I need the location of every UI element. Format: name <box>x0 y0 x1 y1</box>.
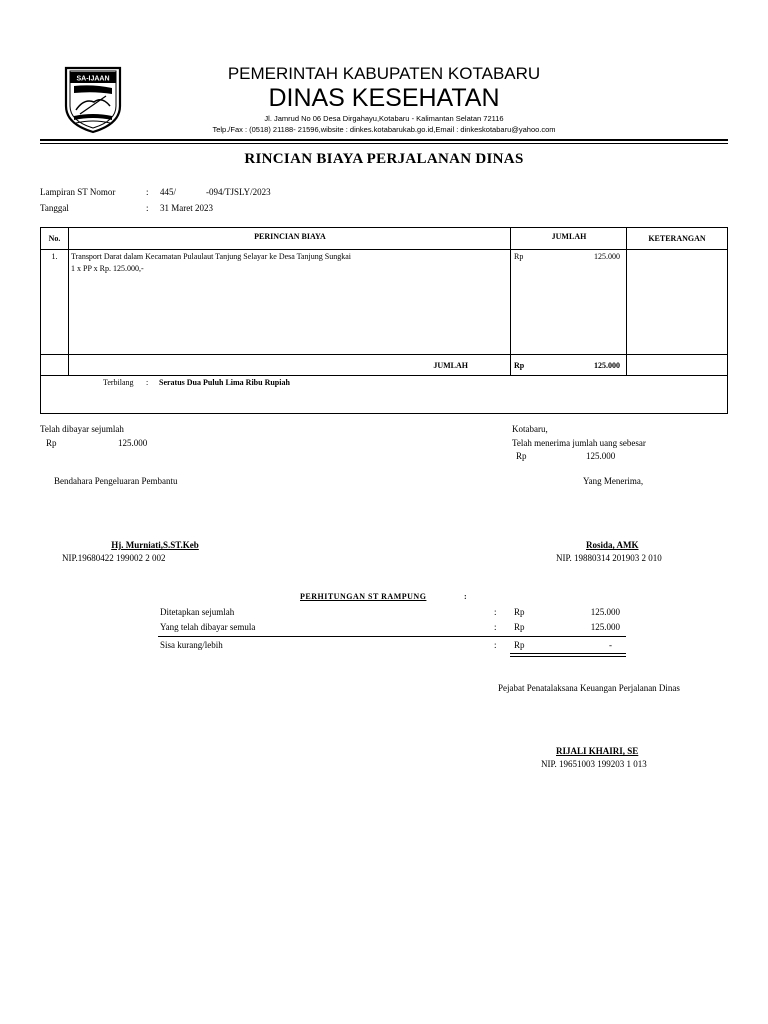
col-divider-no <box>68 227 69 375</box>
paid-amount: 125.000 <box>118 438 148 448</box>
lampiran-sep: : <box>146 187 149 197</box>
lampiran-code: -094/TJSLY/2023 <box>206 187 271 197</box>
rampung-amount-sisa: - <box>609 640 612 650</box>
official-nip: NIP. 19651003 199203 1 013 <box>541 759 647 769</box>
total-label: JUMLAH <box>433 361 468 370</box>
rampung-double-line-bottom <box>510 656 626 657</box>
letterhead-divider <box>40 139 728 141</box>
terbilang-label: Terbilang <box>103 378 134 387</box>
rampung-amount-dibayar: 125.000 <box>590 622 620 632</box>
treasurer-nip: NIP.19680422 199002 2 002 <box>62 553 166 563</box>
recipient-nip: NIP. 19880314 201903 2 010 <box>556 553 662 563</box>
table-total-divider <box>40 375 727 376</box>
header-perincian: PERINCIAN BIAYA <box>254 232 326 241</box>
rampung-sep-dibayar: : <box>494 622 497 632</box>
paid-currency: Rp <box>46 438 57 448</box>
document-title: RINCIAN BIAYA PERJALANAN DINAS <box>244 151 524 167</box>
treasurer-name: Hj. Murniati,S.ST.Keb <box>111 540 199 550</box>
receipt-currency: Rp <box>516 451 527 461</box>
rampung-heading: PERHITUNGAN ST RAMPUNG <box>300 592 427 601</box>
tanggal-value: 31 Maret 2023 <box>160 203 213 213</box>
row-currency: Rp <box>514 252 524 261</box>
agency-heading: DINAS KESEHATAN <box>268 84 500 112</box>
row-calculation: 1 x PP x Rp. 125.000,- <box>71 264 144 273</box>
terbilang-value: Seratus Dua Puluh Lima Ribu Rupiah <box>159 378 290 387</box>
agency-contact: Telp./Fax : (0518) 21188- 21596,wibsite : dinkes.kotabarukab.go.id,Email : dinkeskotabaru@yahoo.com <box>212 125 556 134</box>
letterhead-divider-thin <box>40 143 728 144</box>
rampung-sum-line <box>158 636 626 637</box>
rampung-currency-sisa: Rp <box>514 640 525 650</box>
header-no: No. <box>48 234 61 243</box>
rampung-label-sisa: Sisa kurang/lebih <box>160 640 223 650</box>
rampung-label-dibayar: Yang telah dibayar semula <box>160 622 256 632</box>
lampiran-number: 445/ <box>160 187 177 197</box>
rampung-double-line-top <box>510 653 626 654</box>
tanggal-sep: : <box>146 203 149 213</box>
col-divider-perincian <box>510 227 511 375</box>
svg-text:SA-IJAAN: SA-IJAAN <box>76 75 110 83</box>
terbilang-sep: : <box>146 378 149 387</box>
header-keterangan: KETERANGAN <box>648 234 706 243</box>
total-currency: Rp <box>514 361 525 370</box>
recipient-role: Yang Menerima, <box>583 476 644 486</box>
header-jumlah: JUMLAH <box>551 232 587 241</box>
official-role: Pejabat Penatalaksana Keuangan Perjalanan Dinas <box>498 683 680 693</box>
row-no: 1. <box>51 252 58 261</box>
col-divider-jumlah <box>626 227 627 375</box>
rampung-amount-ditetapkan: 125.000 <box>590 607 620 617</box>
rampung-heading-colon: : <box>464 592 467 601</box>
recipient-name: Rosida, AMK <box>586 540 639 550</box>
table-header-divider <box>40 249 727 250</box>
government-heading: PEMERINTAH KABUPATEN KOTABARU <box>227 64 541 83</box>
row-description: Transport Darat dalam Kecamatan Pulaulaut Tanjung Selayar ke Desa Tanjung Sungkai <box>71 252 351 261</box>
agency-address: Jl. Jamrud No 06 Desa Dirgahayu,Kotabaru - Kalimantan Selatan 72116 <box>264 114 504 123</box>
lampiran-label: Lampiran ST Nomor <box>40 187 116 197</box>
receipt-statement: Telah menerima jumlah uang sebesar <box>512 438 646 448</box>
total-amount: 125.000 <box>594 361 620 370</box>
paid-label: Telah dibayar sejumlah <box>40 424 124 434</box>
rampung-currency-ditetapkan: Rp <box>514 607 525 617</box>
rampung-sep-ditetapkan: : <box>494 607 497 617</box>
tanggal-label: Tanggal <box>40 203 69 213</box>
rampung-currency-dibayar: Rp <box>514 622 525 632</box>
receipt-city: Kotabaru, <box>512 424 548 434</box>
table-body-divider <box>40 354 727 355</box>
row-amount: 125.000 <box>594 252 620 261</box>
rampung-label-ditetapkan: Ditetapkan sejumlah <box>160 607 235 617</box>
treasurer-role: Bendahara Pengeluaran Pembantu <box>54 476 178 486</box>
receipt-amount: 125.000 <box>586 451 616 461</box>
official-name: RIJALI KHAIRI, SE <box>556 746 639 756</box>
rampung-sep-sisa: : <box>494 640 497 650</box>
